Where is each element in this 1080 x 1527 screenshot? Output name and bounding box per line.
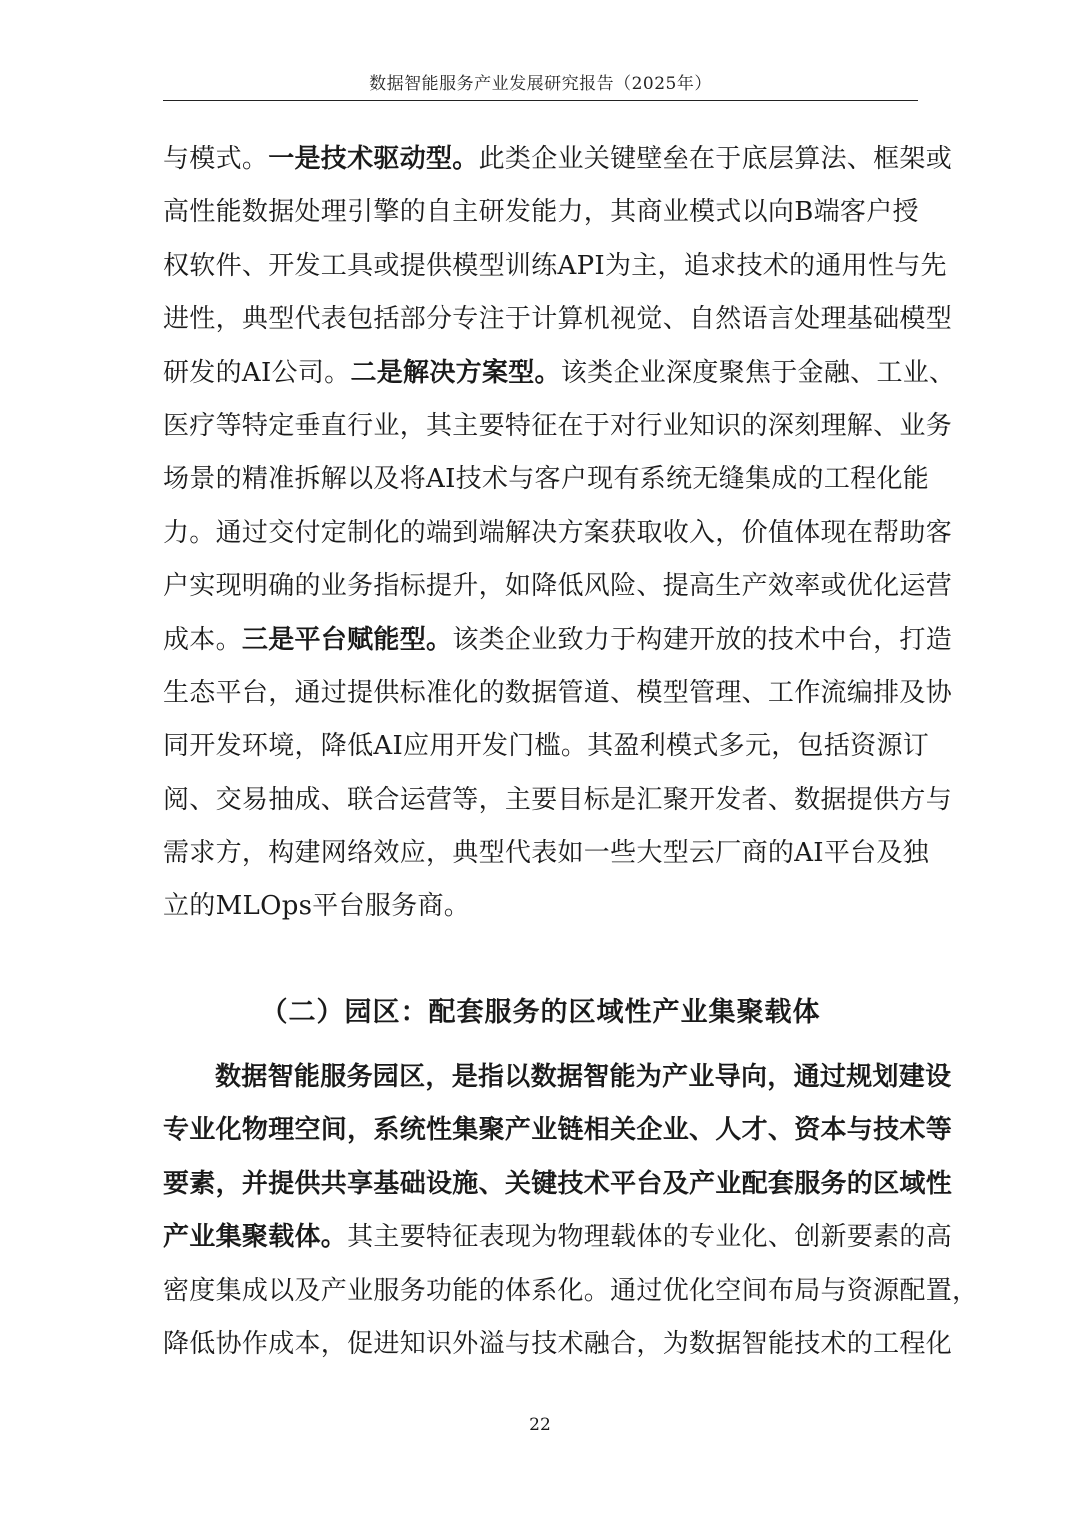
text-span: 该类企业深度聚焦于金融、工业、 — [560, 357, 956, 388]
text-span: 与模式。 — [163, 144, 269, 174]
text-line: 阅、交易抽成、联合运营等，主要目标是汇聚开发者、数据提供方与 — [163, 784, 953, 815]
text-line: 要素，并提供共享基础设施、关键技术平台及产业配套服务的区域性 — [163, 1168, 953, 1199]
text-span: 该类企业致力于构建开放的技术中台，打造 — [452, 624, 953, 655]
text-line: 同开发环境，降低AI应用开发门槛。其盈利模式多元，包括资源订 — [163, 731, 930, 762]
text-line: 需求方，构建网络效应，典型代表如一些大型云厂商的AI平台及独 — [163, 838, 930, 869]
text-line: 数据智能服务园区，是指以数据智能为产业导向，通过规划建设 — [215, 1062, 952, 1092]
text-line — [163, 614, 953, 667]
bold-term-park: 产业集聚载体。 — [163, 1222, 348, 1253]
text-line — [163, 133, 953, 186]
bold-term-platform: 三是平台赋能型。 — [241, 624, 453, 655]
text-line: 医疗等特定垂直行业，其主要特征在于对行业知识的深刻理解、业务 — [163, 410, 953, 441]
text-line — [163, 1211, 953, 1264]
text-line: 立的MLOps平台服务商。 — [163, 891, 471, 922]
paragraph-park-definition — [163, 1051, 979, 1371]
text-span: 研发的AI公司。 — [163, 357, 351, 388]
text-line: 进性，典型代表包括部分专注于计算机视觉、自然语言处理基础模型 — [163, 304, 953, 335]
text-line: 权软件、开发工具或提供模型训练API为主，追求技术的通用性与先 — [163, 250, 947, 281]
text-span: 其主要特征表现为物理载体的专业化、创新要素的高 — [347, 1222, 953, 1253]
text-line: 降低协作成本，促进知识外溢与技术融合，为数据智能技术的工程化 — [163, 1328, 953, 1359]
header-rule — [163, 100, 918, 101]
paragraph-business-models — [163, 133, 956, 934]
text-span: 此类企业关键壁垒在于底层算法、框架或 — [478, 144, 953, 174]
bold-term-solution: 二是解决方案型。 — [350, 357, 561, 388]
text-span: 成本。 — [163, 624, 242, 655]
page-number: 22 — [529, 1415, 551, 1435]
text-line: 专业化物理空间，系统性集聚产业链相关企业、人才、资本与技术等 — [163, 1115, 953, 1146]
section-heading: （二）园区：配套服务的区域性产业集聚载体 — [260, 997, 821, 1028]
text-line: 生态平台，通过提供标准化的数据管道、模型管理、工作流编排及协 — [163, 677, 953, 708]
text-line: 场景的精准拆解以及将AI技术与客户现有系统无缝集成的工程化能 — [163, 464, 930, 495]
text-line: 密度集成以及产业服务功能的体系化。通过优化空间布局与资源配置， — [163, 1275, 979, 1306]
running-header: 数据智能服务产业发展研究报告（2025年） — [369, 74, 712, 94]
text-line: 户实现明确的业务指标提升，如降低风险、提高生产效率或优化运营 — [163, 571, 953, 602]
bold-term-tech-driven: 一是技术驱动型。 — [268, 144, 479, 174]
text-line — [163, 347, 956, 400]
text-line: 力。通过交付定制化的端到端解决方案获取收入，价值体现在帮助客 — [163, 517, 953, 548]
text-line: 高性能数据处理引擎的自主研发能力，其商业模式以向B端客户授 — [163, 197, 919, 228]
